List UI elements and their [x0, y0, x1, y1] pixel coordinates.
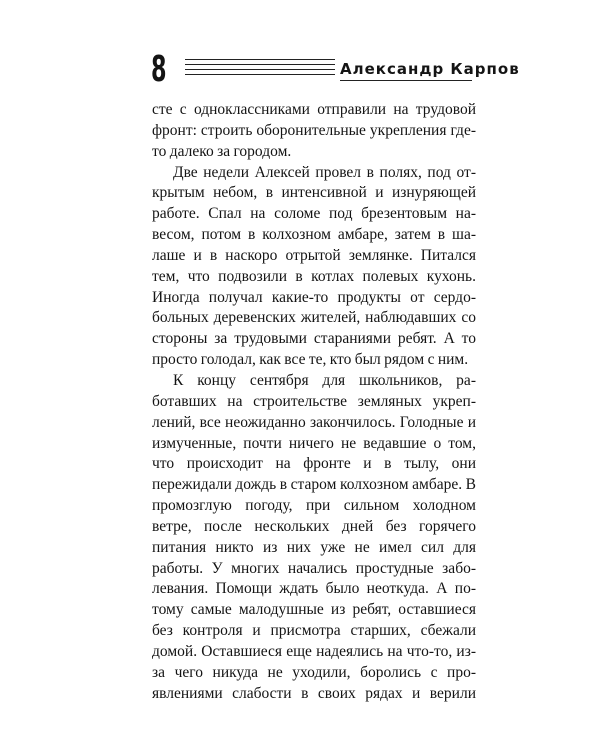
body-text [152, 100, 476, 704]
paragraph: К концу сентября для школьников, работавших на строительстве земляных укреплений, все неожиданно закончилось. Голодные и измученные, почти ничего не ведавшие о том, что происходит на фронте и в тылу, они пережидали дождь в старом колхозном амбаре. В промозглую погоду, при сильном холодном ветре, после нескольких дней без горячего питания никто из них уже не имел сил для работы. У многих начались простудные заболевания. Помощи ждать было неоткуда. А потому самые малодушные из ребят, оставшиеся без контроля и присмотра старших, сбежали домой. Оставшиеся еще надеялись на что-то, из-за чего никуда не уходили, боролись с проявлениями слабости в своих рядах и верили [152, 371, 476, 702]
running-head-author: Александр Карпов [340, 60, 520, 78]
page-number: 8 [151, 49, 167, 90]
paragraph-continued: сте с одноклассниками отправили на трудовой фронт: строить оборонительные укрепления где-то далеко за городом. [152, 101, 476, 160]
header-rule [185, 74, 335, 75]
header-underline [340, 80, 472, 81]
header-rules [185, 59, 335, 79]
header-rule [185, 69, 335, 70]
header-rule [185, 59, 335, 60]
running-head [0, 0, 600, 100]
header-rule [185, 64, 335, 65]
paragraph: Две недели Алексей провел в полях, под открытым небом, в интенсивной и изнуряющей работе. Спал на соломе под брезентовым навесом, потом в колхозном амбаре, затем в шалаше и в наскоро отрытой землянке. Питался тем, что подвозили в котлах полевых кухонь. Иногда получал какие-то продукты от сердобольных деревенских жителей, наблюдавших со стороны за трудовыми стараниями ребят. А то просто голодал, как все те, кто был рядом с ним. [152, 163, 476, 369]
